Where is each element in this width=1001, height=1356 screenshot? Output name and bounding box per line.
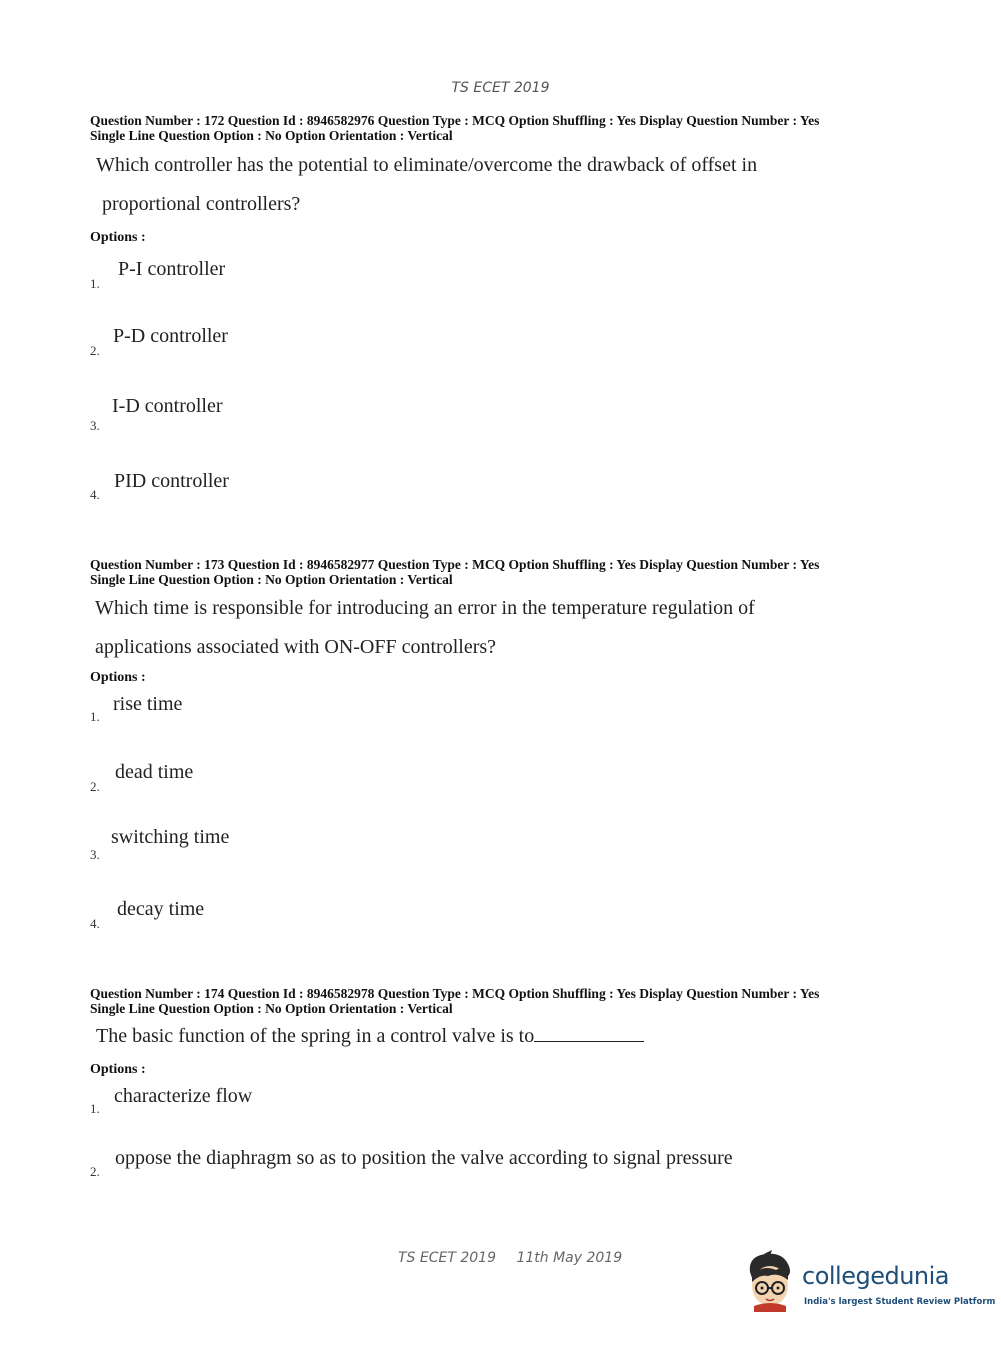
option-number: 2. xyxy=(90,1164,100,1179)
logo-tagline: India's largest Student Review Platform xyxy=(804,1297,996,1307)
option-text: P-I controller xyxy=(118,258,226,280)
option-number: 1. xyxy=(90,1101,100,1116)
question-text-line: The basic function of the spring in a control valve is to xyxy=(96,1023,644,1048)
option-number: 1. xyxy=(90,709,100,724)
option-text: dead time xyxy=(115,761,194,783)
page-header: TS ECET 2019 xyxy=(451,80,550,96)
option-number: 3. xyxy=(90,847,100,862)
question-meta-line: Single Line Question Option : No Option Orientation : Vertical xyxy=(90,572,453,587)
option-text: oppose the diaphragm so as to position the valve according to signal pressure xyxy=(115,1147,733,1169)
question-174-meta xyxy=(90,986,910,1016)
question-text-line: proportional controllers? xyxy=(102,193,301,215)
question-meta-line: Question Number : 173 Question Id : 8946582977 Question Type : MCQ Option Shuffling : Yes Display Question Number : Yes xyxy=(90,557,820,572)
question-text-line: applications associated with ON-OFF controllers? xyxy=(95,636,497,658)
option-number: 4. xyxy=(90,487,100,502)
option-text: rise time xyxy=(113,693,183,715)
mascot-icon xyxy=(742,1250,800,1312)
question-172-meta xyxy=(90,113,910,143)
question-meta-line: Question Number : 172 Question Id : 8946582976 Question Type : MCQ Option Shuffling : Yes Display Question Number : Yes xyxy=(90,113,820,128)
answer-blank-line xyxy=(534,1023,644,1042)
option-text: P-D controller xyxy=(113,325,228,347)
option-text: decay time xyxy=(117,898,205,920)
question-meta-line: Single Line Question Option : No Option Orientation : Vertical xyxy=(90,128,453,143)
footer-date: 11th May 2019 xyxy=(516,1250,623,1266)
question-text-line: Which controller has the potential to eliminate/overcome the drawback of offset in xyxy=(96,154,758,176)
logo-name: collegedunia xyxy=(802,1262,950,1290)
question-173-meta xyxy=(90,557,910,587)
collegedunia-logo[interactable] xyxy=(742,1250,996,1320)
options-label: Options : xyxy=(90,230,146,245)
question-meta-line: Question Number : 174 Question Id : 8946582978 Question Type : MCQ Option Shuffling : Yes Display Question Number : Yes xyxy=(90,986,820,1001)
option-text: characterize flow xyxy=(114,1085,253,1107)
option-text: I-D controller xyxy=(112,395,223,417)
option-text: switching time xyxy=(111,826,230,848)
page-footer xyxy=(398,1250,638,1266)
option-number: 2. xyxy=(90,779,100,794)
options-label: Options : xyxy=(90,1062,146,1077)
option-number: 3. xyxy=(90,418,100,433)
options-label: Options : xyxy=(90,670,146,685)
option-number: 2. xyxy=(90,343,100,358)
option-number: 4. xyxy=(90,916,100,931)
question-meta-line: Single Line Question Option : No Option Orientation : Vertical xyxy=(90,1001,453,1016)
footer-exam: TS ECET 2019 xyxy=(398,1250,496,1266)
option-text: PID controller xyxy=(114,470,229,492)
question-text-line: Which time is responsible for introducing an error in the temperature regulation of xyxy=(95,597,755,619)
option-number: 1. xyxy=(90,276,100,291)
